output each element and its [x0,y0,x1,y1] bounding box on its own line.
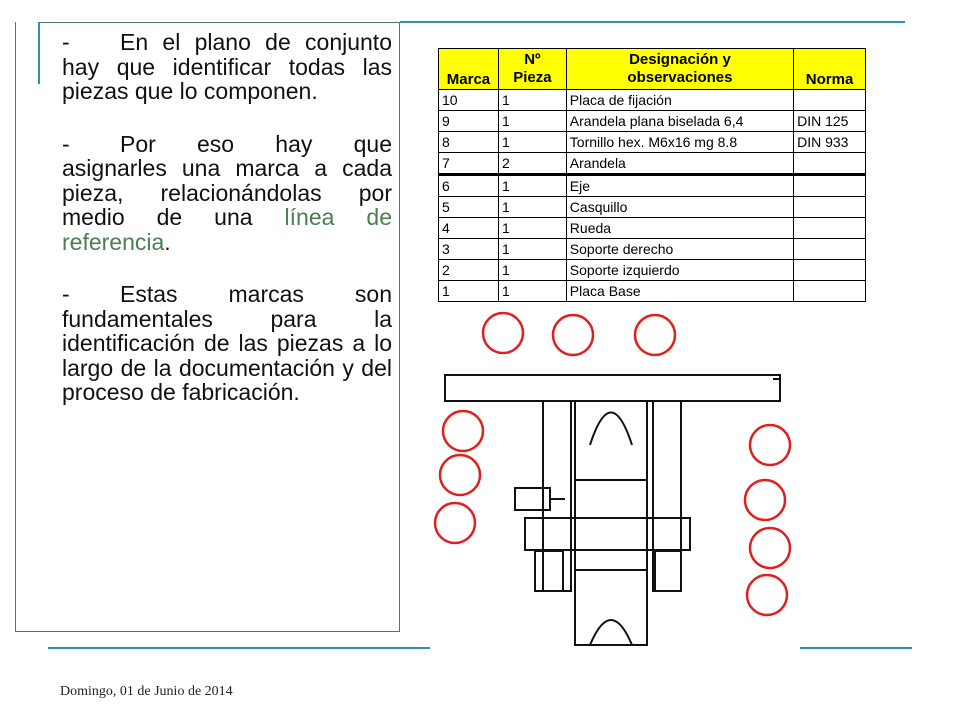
cell-marca: 8 [439,132,499,153]
screw-head [515,488,550,510]
marker-circle [747,575,787,615]
cell-designacion: Soporte derecho [566,239,793,260]
cell-norma [794,153,866,175]
cell-norma [794,239,866,260]
cell-marca: 4 [439,218,499,239]
cell-pieza: 1 [498,90,566,111]
bullet-dash: - [62,130,70,157]
bottom-accent-line-left [48,647,430,649]
header-designacion: Designación y observaciones [566,49,793,90]
cell-norma: DIN 933 [794,132,866,153]
cell-marca: 6 [439,175,499,197]
header-norma: Norma [794,49,866,90]
cell-pieza: 1 [498,111,566,132]
marker-circle [443,411,483,451]
table-row [439,90,866,111]
wheel-outline [575,401,647,645]
marker-circle [440,455,480,495]
cell-pieza: 1 [498,175,566,197]
table-body [439,90,866,302]
table-row [439,111,866,132]
table-row [439,175,866,197]
table-row [439,218,866,239]
cell-pieza: 1 [498,239,566,260]
marker-circle [553,315,593,355]
body-text [62,30,392,433]
cell-norma [794,175,866,197]
cell-norma [794,90,866,111]
cell-designacion: Arandela [566,153,793,175]
left-support [543,401,571,591]
marker-circle [635,315,675,355]
marker-circle [750,528,790,568]
cell-designacion: Eje [566,175,793,197]
cell-marca: 2 [439,260,499,281]
table-row [439,197,866,218]
cell-marca: 9 [439,111,499,132]
bullet-dash: - [62,281,70,307]
table-row [439,260,866,281]
cell-marca: 5 [439,197,499,218]
drawing-lines [445,375,780,645]
top-accent-line [400,21,905,23]
paragraph-3 [62,282,392,405]
paragraph-2 [62,132,392,255]
shaft [525,518,690,550]
cell-designacion: Casquillo [566,197,793,218]
cell-pieza: 1 [498,218,566,239]
header-marca: Marca [439,49,499,90]
paragraph-3-text: Estas marcas son fundamentales para la identificación de las piezas a lo largo de la documentación y del proceso de fabricación. [62,281,392,405]
marker-circle [435,503,475,543]
table-header-row [439,49,866,90]
wheel-groove-top [590,413,632,446]
cell-pieza: 1 [498,260,566,281]
cell-norma [794,197,866,218]
cell-norma [794,260,866,281]
header-pieza: Nº Pieza [498,49,566,90]
base-plate [445,375,780,401]
cell-norma [794,218,866,239]
cell-designacion: Rueda [566,218,793,239]
cell-pieza: 1 [498,281,566,302]
assembly-drawing [425,305,825,660]
table-row [439,281,866,302]
cell-designacion: Placa Base [566,281,793,302]
cell-pieza: 1 [498,197,566,218]
cell-norma [794,281,866,302]
cell-designacion: Tornillo hex. M6x16 mg 8.8 [566,132,793,153]
cell-pieza: 2 [498,153,566,175]
paragraph-1-text: En el plano de conjunto hay que identificar todas las piezas que lo componen. [62,29,392,104]
footer-date: Domingo, 01 de Junio de 2014 [60,684,233,699]
paragraph-2-end: . [164,228,171,255]
marker-circle [483,313,523,353]
table-row [439,132,866,153]
cell-marca: 3 [439,239,499,260]
marker-circle [745,480,785,520]
table-row [439,239,866,260]
paragraph-1 [62,30,392,104]
cell-norma: DIN 125 [794,111,866,132]
cell-designacion: Placa de fijación [566,90,793,111]
highlight-term: línea de referencia [62,204,392,255]
bullet-dash: - [62,29,70,55]
marker-circle [750,425,790,465]
parts-list-table [438,48,866,302]
cell-designacion: Arandela plana biselada 6,4 [566,111,793,132]
cell-marca: 1 [439,281,499,302]
wheel-groove-bottom [590,620,632,645]
paragraph-2-text: Por eso hay que asignarles una marca a cada pieza, relacionándolas por medio de una [62,130,392,230]
cell-marca: 10 [439,90,499,111]
cell-designacion: Soporte izquierdo [566,260,793,281]
text-panel-top-border [40,22,400,23]
table-row [439,153,866,175]
cell-pieza: 1 [498,132,566,153]
right-support [653,401,681,591]
cell-marca: 7 [439,153,499,175]
